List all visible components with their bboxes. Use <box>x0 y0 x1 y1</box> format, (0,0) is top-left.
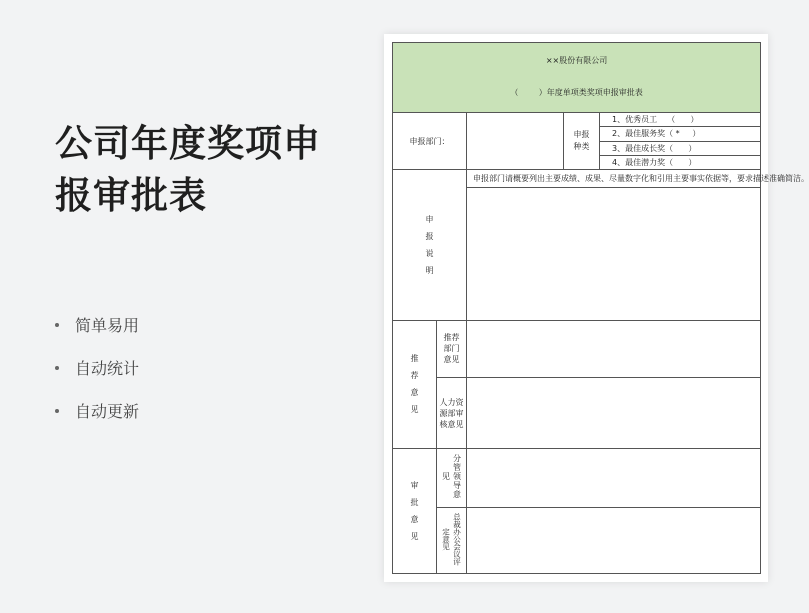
feature-label: 简单易用 <box>75 316 140 335</box>
award-option[interactable]: 4、最佳潜力奖（ ） <box>600 155 761 169</box>
vp-opinion-input[interactable] <box>467 449 761 507</box>
bullet-icon <box>55 323 59 327</box>
feature-item <box>55 355 139 398</box>
feature-item <box>55 398 139 441</box>
rec-dept-input[interactable] <box>467 320 761 377</box>
award-option[interactable]: 2、最佳服务奖（ * ） <box>600 127 761 141</box>
desc-label: 申 报 说 明 <box>393 169 467 320</box>
vp-opinion-cell <box>437 449 467 507</box>
bullet-icon <box>55 409 59 413</box>
hr-review-label: 人力资 源部审 核意见 <box>437 377 467 448</box>
award-option[interactable]: 3、最佳成长奖（ ） <box>600 141 761 155</box>
desc-note: 申报部门请概要列出主要成绩、成果、尽量数字化和引用主要事实依据等，要求描述准确简洁。 <box>467 169 761 187</box>
gm-opinion-label: 总裁办公会议评定意见 <box>441 513 462 566</box>
gm-opinion-cell <box>437 507 467 573</box>
feature-list <box>55 312 139 441</box>
feature-item <box>55 312 139 355</box>
rec-dept-label: 推荐 部门 意见 <box>437 320 467 377</box>
dept-label: 申报部门： <box>393 113 467 169</box>
company-name: ××股份有限公司 <box>393 43 761 73</box>
desc-input[interactable] <box>467 187 761 320</box>
type-label: 申报 种类 <box>564 113 600 169</box>
vp-opinion-label: 分管领导意见 <box>441 454 462 500</box>
form-preview <box>384 34 809 582</box>
dept-input[interactable] <box>467 113 564 169</box>
gm-opinion-input[interactable] <box>467 507 761 573</box>
feature-label: 自动更新 <box>75 402 140 421</box>
form-subtitle: （ ）年度单项类奖项申报审批表 <box>393 73 761 113</box>
award-option[interactable]: 1、优秀员工 （ ） <box>600 113 761 127</box>
bullet-icon <box>55 366 59 370</box>
recommend-label: 推 荐 意 见 <box>393 320 437 449</box>
feature-label: 自动统计 <box>75 359 140 378</box>
hr-review-input[interactable] <box>467 377 761 448</box>
page-title: 公司年度奖项申报审批表 <box>55 122 321 217</box>
approve-label: 审 批 意 见 <box>393 449 437 574</box>
approval-form-table <box>392 42 809 574</box>
